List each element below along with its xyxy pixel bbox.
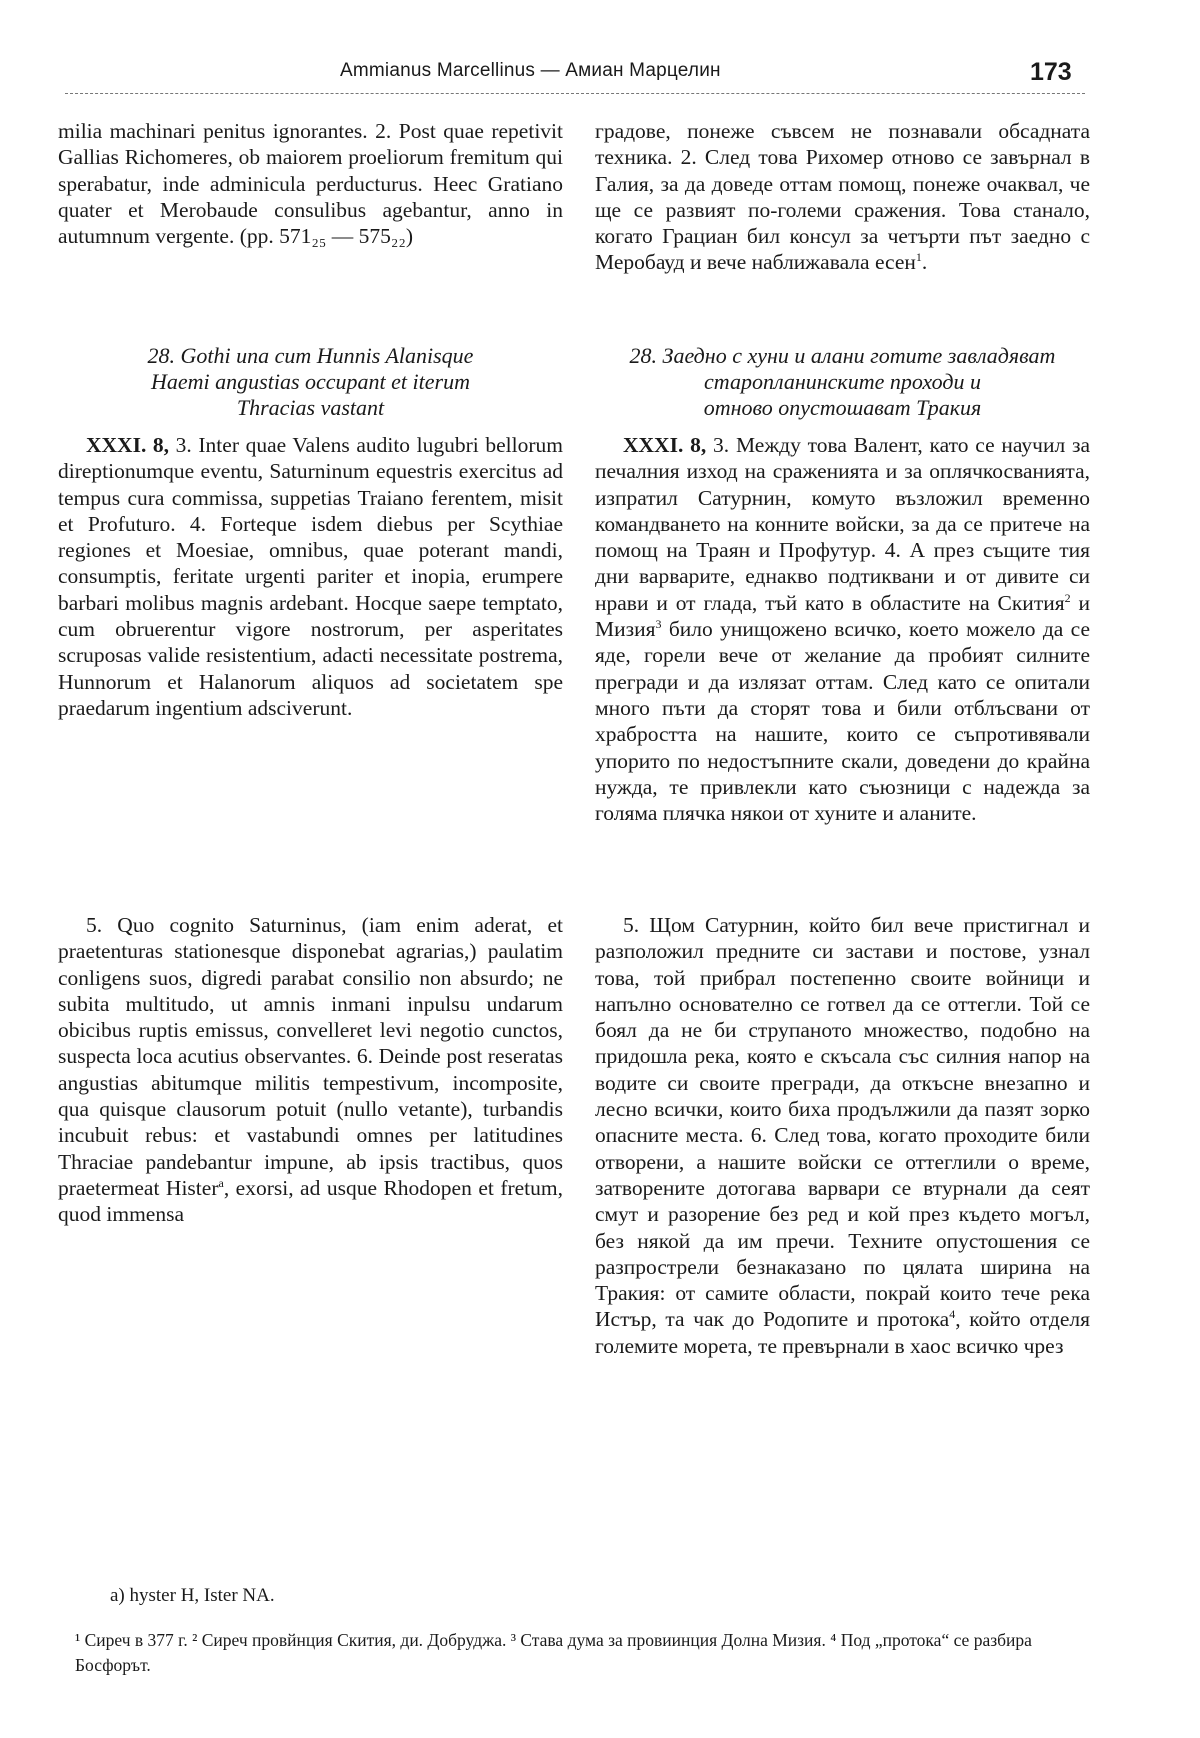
footnote-marker-2: 2 (1064, 590, 1071, 605)
footnote-marker-a: a (218, 1175, 224, 1190)
latin-paragraph-1 (58, 118, 563, 249)
bulgarian-heading-line-1: 28. Заедно с хуни и алани готите завладяват старопланинските проходи и (629, 343, 1056, 394)
footnotes (75, 1628, 1085, 1678)
latin-section-ref: XXXI. 8, (86, 433, 170, 457)
latin-paragraph-2 (58, 432, 563, 721)
bulgarian-section-ref: XXXI. 8, (623, 433, 707, 457)
latin-para3-end: , exorsi, ad usque Rhodopen et fretum, quod immensa (58, 1175, 564, 1227)
bulgarian-para2-text-a: 3. Между това Валент, като се научил за печалния изход на сраженията и за оплячкосванията, изпратил Сатурнин, комуто възложил временно командването на конните войски, за да се притече на помощ на Траян и Профутур. 4. А през същите тия дни варварите, еднакво подтиквани и от дивите си нрави и от глада, тъй като в областите на Скития (595, 433, 1090, 615)
latin-paragraph-3 (58, 912, 563, 1228)
footnote-marker-4: 4 (949, 1307, 956, 1322)
latin-footnote-a: a) hyster H, Ister NA. (110, 1585, 275, 1606)
latin-para3-text: 5. Quo cognito Saturninus, (iam enim aderat, et praetenturas stationesque disponebat agrarias,) paulatim conligens suos, digredi parabat consilio non absurdo; ne subita multitudo, ut amnis inmani inpulsu undarum obicibus ruptis emissus, convelleret levi negotio cunctos, suspecta loca acutius observantes. 6. Deinde post reseratas angustias abitumque militis tempestivum, incomposite, qua quisque clausorum potuit (nullo vetante), turbandis incubuit rebus: et vastabundi omnes per latitudines Thraciae pandebantur impune, ab ipsis tractibus, quos praetermeat Hister (58, 913, 563, 1200)
latin-heading-line-1: 28. Gothi una cum Hunnis Alanisque (147, 343, 474, 368)
bulgarian-section-heading (595, 343, 1090, 421)
bulgarian-para3-text-a: 5. Щом Сатурнин, който бил вече пристигнал и разположил предните си застави и постове, узнал това, той прибрал постепенно своите войници и напълно основателно се готвел да се оттегли. Той се боял да не би струпаното множество, подобно на придошла река, която е скъсала със силния напор на водите си своите прегради, да откъсне внезапно и лесно всички, които биха продължили да пазят зорко опасните места. 6. След това, когато проходите били отворени, а нашите войски се оттеглили о времe, затворените дотогава варвари се втурнали да сеят смут и разорение без ред и кой през където могъл, без някой да им пречи. Техните опустошения се разпрострели безнаказано по цялата ширина на Тракия: от самите области, покрай които тече река Истър, та чак до Родопите и протока (595, 913, 1090, 1332)
bulgarian-paragraph-1 (595, 118, 1090, 276)
running-head: Ammianus Marcellinus — Амиан Марцелин (340, 60, 721, 81)
header-rule (65, 93, 1085, 94)
bulgarian-heading-line-2: отново опустошават Тракия (703, 395, 982, 420)
bulgarian-para1-end: . (921, 250, 928, 275)
latin-para2-text: 3. Inter quae Valens audito lugubri bellorum direptionumque eventu, Saturninum equestris exercitus ad tempus cura commissa, suppetias Traiano ferentem, misit et Profuturo. 4. Forteque isdem diebus per Scythiae regiones et Moesiae, omnibus, quae poterant mandi, consumptis, feritate urgenti pariter et inopia, erumpere barbari molibus magnis ardebant. Hocque saepe temptato, cum obruerentur vigore nostrorum, per asperitates scruposas valide resistentium, adacti necessitate postrema, Hunnorum et Halanorum aliquos ad societatem spe praedarum ingentium adsciverunt. (58, 433, 563, 720)
page-number: 173 (1030, 58, 1072, 86)
footnote-marker-3: 3 (655, 616, 662, 631)
latin-heading-line-3: Thracias vastant (236, 395, 385, 420)
latin-para1-text: milia machinari penitus ignorantes. 2. Post quae repetivit Gallias Richomeres, ob maiorem proeliorum fremitum qui sperabatur, inde adminicula perducturus. Heec Gratiano quater et Merobaude consulibus agebantur, anno in autumnum vergente. (pp. 571₂₅ — 575₂₂) (58, 119, 563, 249)
bulgarian-para2-text-b: и Мизия (595, 590, 1090, 642)
latin-heading-line-2: Haemi angustias occupant et iterum (151, 369, 470, 394)
bulgarian-para2-text-c: било унищожено всичко, което можело да се яде, горели вече от желание да пробият силните прегради и да излязат оттам. След като се опитали много пъти да сторят това и били отблъсвани от храбростта на нашите, които се съпротивявали упорито по недостъпните скали, доведени до крайна нужда, те привлекли като съюзници с надежда за голяма плячка някои от хуните и аланите. (595, 617, 1090, 826)
latin-section-heading (58, 343, 563, 421)
bulgarian-para3-text-b: , който отделя големите морета, те превърнали в хаос всичко чрез (595, 1307, 1090, 1358)
bulgarian-paragraph-3 (595, 912, 1090, 1359)
footnotes-text: ¹ Сиреч в 377 г. ² Сиреч провйнция Скития, ди. Добруджа. ³ Става дума за провиинция Долна Мизия. ⁴ Под „протока“ се разбира Босфорът. (75, 1630, 1032, 1675)
bulgarian-paragraph-2 (595, 432, 1090, 826)
bulgarian-para1-text: градове, понеже съвсем не познавали обсадната техника. 2. След това Рихомер отново се завърнал в Галия, за да доведе оттам помощ, понеже очаквал, че ще се развият по-големи сражения. Това станало, когато Грациан бил консул за четърти път заедно с Меробауд и вече наближавала есен (595, 119, 1090, 275)
footnote-marker-1: 1 (915, 250, 922, 265)
